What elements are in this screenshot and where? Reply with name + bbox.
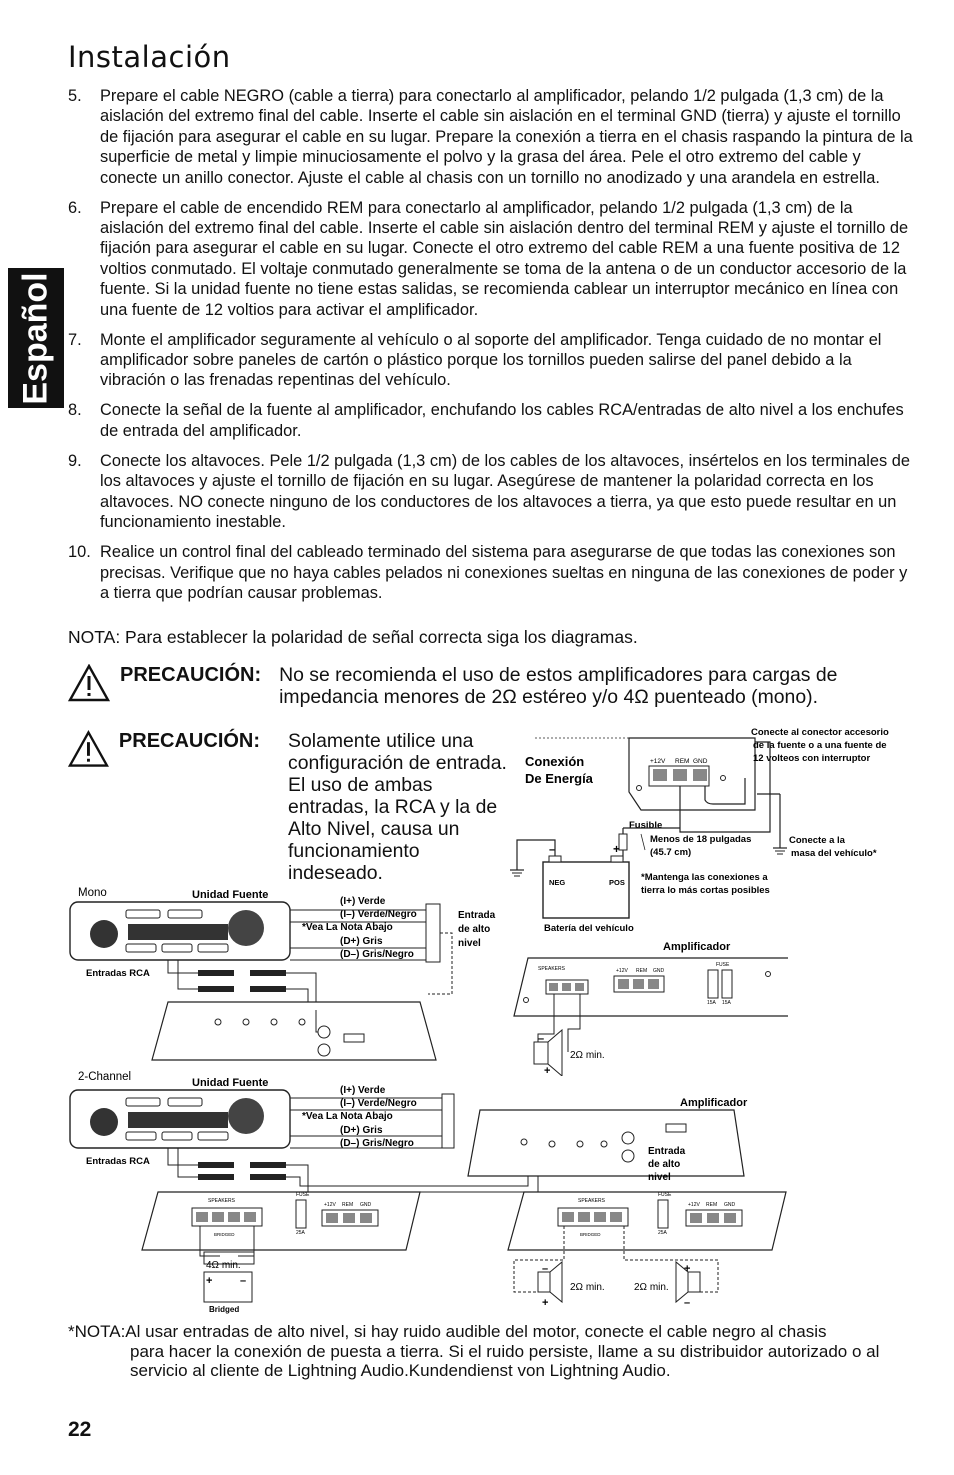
speaker-icon [204,1272,252,1302]
accessory-note-1: Conecte al conector accesorio [751,727,889,738]
terminal-12v: +12V [650,758,666,765]
speakers-tag: SPEAKERS [208,1198,235,1204]
fuse-rating-a: 15A [707,1000,716,1006]
step-item [68,86,914,188]
hi-level-label-3: nivel [458,938,481,949]
page-title: Instalación [68,40,231,74]
battery-pos: POS [609,878,625,887]
mono-wiring-diagram [68,884,788,1076]
wire-left-pos: (I+) Verde [340,896,386,907]
head-unit-label: Unidad Fuente [192,1077,269,1089]
hi-level-label-2: de alto [458,924,491,935]
fuse-tag: FUSE [658,1192,672,1198]
caution-colon: : [254,664,262,686]
stereo-load-right: 2Ω min. [634,1282,669,1293]
warning-icon [68,664,110,702]
accessory-note-2: de la fuente o a una fuente de [753,740,887,751]
head-unit [70,1090,290,1148]
bridged-label: Bridged [209,1305,240,1314]
speaker-plus: + [206,1275,213,1287]
amp-term-12v: +12V [616,968,628,974]
amp-term-gnd: GND [724,1202,736,1208]
terminal-rem: REM [675,758,690,765]
step-number: 5. [68,87,82,105]
page-number: 22 [68,1418,92,1441]
step-text: Conecte los altavoces. Pele 1/2 pulgada (1,3 cm) de los cables de los altavoces, insértelos en los terminales de los altavoces y ajuste el tornillo de fijación en su lugar. Asegúrese de mantener la polaridad correcta en los altavoces. NO conecte ninguno de los conductores de los altavoces a tierra, ya que esto puede resultar en un funcionamiento inestable. [100,451,910,532]
caution-text: Solamente utilice una configuración de entrada. El uso de ambas entradas, la RCA y la de Alto Nivel, causa un funcionamiento indeseado. [288,730,507,884]
head-unit [70,902,290,960]
mono-speaker-load: 2Ω min. [570,1050,605,1061]
bridged-load: 4Ω min. [206,1260,241,1271]
step-item [68,330,914,391]
ground-note-2: tierra lo más cortas posibles [641,885,770,896]
two-channel-wiring-diagram [68,1068,788,1318]
hi-level-label-1: Entrada [648,1146,686,1157]
power-title-1: Conexión [525,754,585,769]
footnote [68,1322,914,1381]
wire-left-neg: (I–) Verde/Negro [340,1098,417,1109]
speaker-plus: + [684,1263,691,1275]
step-text: Conecte la señal de la fuente al amplificador, enchufando los cables RCA/entradas de alto nivel a los enchufes de entrada del amplificador. [100,401,904,440]
wire-labels [302,1085,417,1149]
battery-plus: + [613,842,621,856]
speaker-minus: – [240,1275,247,1287]
speakers-tag: SPEAKERS [578,1198,605,1204]
speaker-minus: – [538,1033,545,1045]
speaker-plus: + [542,1297,549,1309]
step-item [68,198,914,320]
accessory-note-3: 12 volteos con interruptor [753,753,871,764]
step-item [68,542,914,603]
speaker-plus: + [544,1065,551,1076]
wire-right-neg: (D–) Gris/Negro [340,949,414,960]
mono-mode-label: Mono [78,887,107,899]
cable-length-1: Menos de 18 pulgadas [650,834,752,845]
speaker-minus: – [684,1297,691,1309]
step-number: 9. [68,451,82,470]
amp-term-rem: REM [342,1202,354,1208]
stereo-amplifier [508,1192,786,1250]
fuse-rating-b: 15A [722,1000,731,1006]
wire-note-ref: *Vea La Nota Abajo [302,922,393,933]
speaker-minus: – [542,1263,549,1275]
step-number: 10. [68,543,91,562]
amp-term-rem: REM [636,968,648,974]
chassis-note-1: Conecte a la [789,835,845,846]
wire-right-neg: (D–) Gris/Negro [340,1138,414,1149]
step-number: 7. [68,330,82,349]
caution-input [68,730,518,884]
bridged-tag: BRIDGED [214,1232,235,1237]
fuse-label: Fusible [629,820,663,831]
power-title-2: De Energía [525,771,593,786]
caution-label: PRECAUCIÓN [120,664,255,686]
head-unit-label: Unidad Fuente [192,889,269,901]
terminal-gnd: GND [693,758,708,765]
bridged-amplifier [142,1192,420,1250]
battery-label: Batería del vehículo [544,923,634,934]
speaker-icon [676,1262,700,1309]
amp-term-gnd: GND [653,968,665,974]
wire-left-neg: (I–) Verde/Negro [340,909,417,920]
language-tab-label: Español [16,271,55,405]
step-number: 6. [68,198,82,217]
rca-label: Entradas RCA [86,1156,150,1167]
chassis-note-2: masa del vehículo* [791,848,877,859]
caution-label: PRECAUCIÓN [118,730,254,752]
step-text: Monte el amplificador seguramente al vehículo o al soporte del amplificador. Tenga cuidado de no montar el amplificador sobre paneles de cartón o plástico porque los tornillos pueden salirse del panel debido a la vibración o las frenadas repentinas del vehículo. [100,330,882,390]
mono-amp-input-panel [152,1002,436,1060]
ground-note-1: *Mantenga las conexiones a [641,872,768,883]
step-item [68,451,914,533]
amp-term-rem: REM [706,1202,718,1208]
installation-steps [68,86,914,613]
speakers-tag: SPEAKERS [538,966,565,972]
stereo-load-left: 2Ω min. [570,1282,605,1293]
hi-level-label-3: nivel [648,1172,671,1183]
two-channel-mode-label: 2-Channel [78,1071,132,1083]
rca-label: Entradas RCA [86,968,150,979]
step-text: Realice un control final del cableado terminado del sistema para asegurarse de que todas las conexiones son precisas. Verifique que no haya cables pelados ni conexiones sueltas en ninguna de las conexiones de poder y a tierra que podrían causar problemas. [100,543,908,602]
fuse-tag: FUSE [716,962,730,968]
speaker-icon [538,1262,562,1309]
fuse-rating: 25A [296,1230,305,1236]
step-text: Prepare el cable NEGRO (cable a tierra) para conectarlo al amplificador, pelando 1/2 pulgada (1,3 cm) de la aislación del extremo final del cable. Inserte el cable sin aislación en el terminal GND (tierra) y ajuste el tornillo de fijación para asegurar el cable en su lugar. Prepare la conexión a tierra en el chasis raspando la pintura de la superficie de metal y limpie minuciosamente el polvo y la grasa del área. Pele el otro extremo del cable y conecte un anillo conector. Ajuste el cable al chasis con un tornillo no anodizado y una arandela en estrella. [100,87,913,187]
language-tab [8,268,64,408]
bridged-tag: BRIDGED [580,1232,601,1237]
caution-impedance [68,664,918,708]
fuse-rating: 25A [658,1230,667,1236]
wire-note-ref: *Vea La Nota Abajo [302,1111,393,1122]
wire-left-pos: (I+) Verde [340,1085,386,1096]
polarity-note: NOTA: Para establecer la polaridad de señal correcta siga los diagramas. [68,627,638,647]
battery-minus: – [549,842,556,856]
warning-icon [68,730,109,768]
battery-neg: NEG [549,878,566,887]
cable-length-2: (45.7 cm) [650,847,692,858]
two-channel-amp-input-panel [468,1110,744,1176]
caution-colon: : [253,730,261,752]
amp-term-gnd: GND [360,1202,372,1208]
wire-labels [302,896,417,960]
amp-term-12v: +12V [688,1202,700,1208]
fuse-tag: FUSE [296,1192,310,1198]
step-number: 8. [68,401,82,420]
footnote-rest: para hacer la conexión de puesta a tierra. Si el ruido persiste, llame a su distribuidor autorizado o al servicio al cliente de Lightning Audio.Kundendienst von Lightning Audio. [130,1341,880,1380]
hi-level-label-2: de alto [648,1159,681,1170]
hi-level-label-1: Entrada [458,910,496,921]
step-text: Prepare el cable de encendido REM para conectarlo al amplificador, pelando 1/2 pulgada (1,3 cm) de la aislación del extremo final del cable. Inserte el cable sin aislación dentro del terminal REM y ajuste el tornillo de fijación para asegurar el cable en su lugar. Conecte el otro extremo del cable REM a una fuente positiva de 12 voltios conmutado. El voltaje conmutado generalmente se toma de la antena o de un conductor accesorio de la fuente. Si la unidad fuente no tiene estas salidas, se recomienda cablear un interruptor mecánico en línea con una fuente de 12 voltios para activar el amplificador. [100,198,909,319]
wire-right-pos: (D+) Gris [340,1125,383,1136]
caution-text: No se recomienda el uso de estos amplificadores para cargas de impedancia menores de 2Ω estéreo y/o 4Ω puenteado (mono). [279,664,838,708]
footnote-lead: *NOTA:Al usar entradas de alto nivel, si hay ruido audible del motor, conecte el cable negro al chasis [68,1322,827,1341]
wire-right-pos: (D+) Gris [340,936,383,947]
two-channel-amplifier-label: Amplificador [680,1097,748,1109]
amp-term-12v: +12V [324,1202,336,1208]
mono-amplifier [514,958,788,1016]
mono-amplifier-label: Amplificador [663,941,731,953]
step-item [68,400,914,441]
